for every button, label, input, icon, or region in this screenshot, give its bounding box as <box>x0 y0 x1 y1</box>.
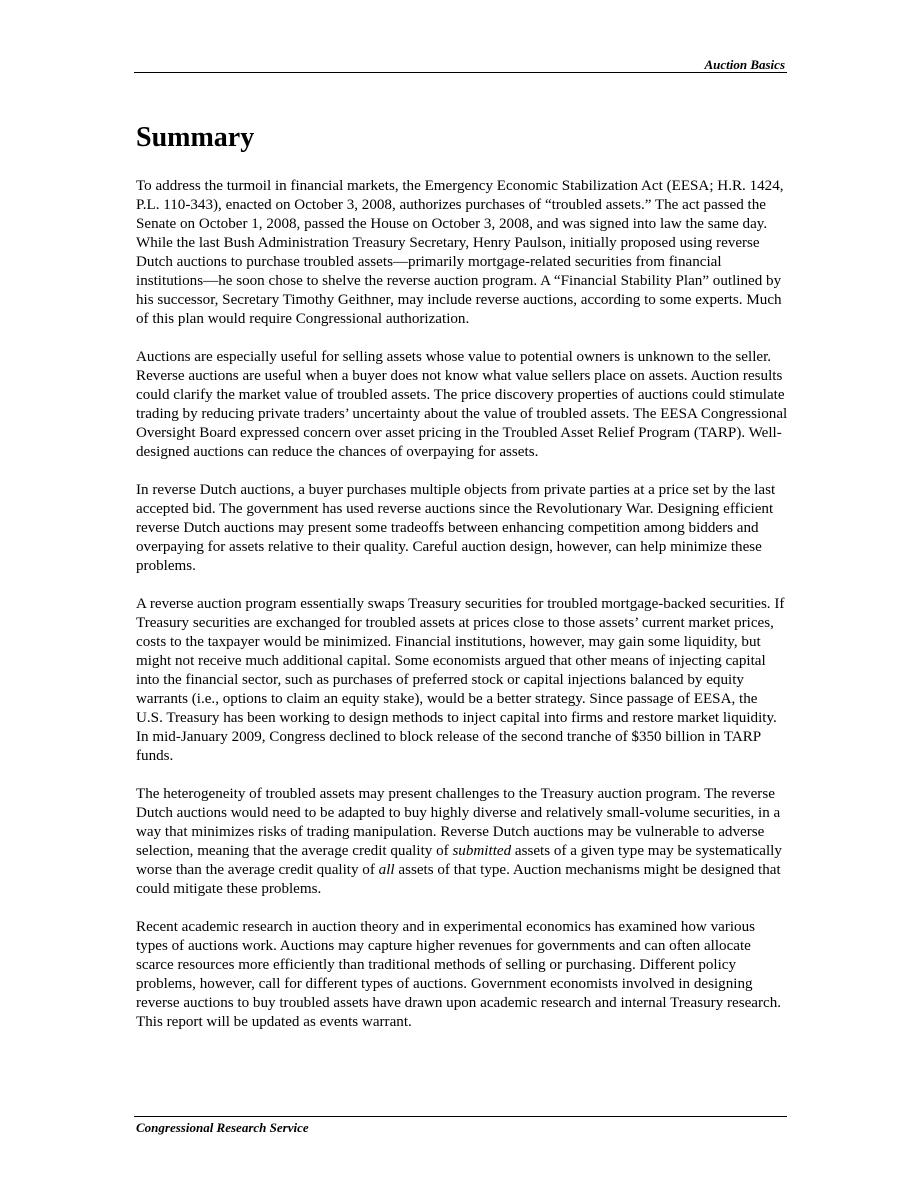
running-footer: Congressional Research Service <box>136 1120 309 1135</box>
text-segment: A reverse auction program essentially swaps Treasury securities for troubled mortgage-backed securities. If Treasury securities are exchanged for troubled assets at prices close to those assets’ current market prices, costs to the taxpayer would be minimized. Financial institutions, however, may gain some liquidity, but might not receive much additional capital. Some economists argued that other means of injecting capital into the financial sector, such as purchases of preferred stock or capital injections balanced by equity warrants (i.e., options to claim an equity stake), would be a better strategy. Since passage of EESA, the U.S. Treasury has been working to design methods to inject capital into firms and restore market liquidity. In mid-January 2009, Congress declined to block release of the second tranche of $350 billion in TARP funds. <box>136 596 785 764</box>
text-segment: To address the turmoil in financial markets, the Emergency Economic Stabilization Act (EESA; H.R. 1424, P.L. 110-343), enacted on October 3, 2008, authorizes purchases of “troubled assets.” The act passed the Senate on October 1, 2008, passed the House on October 3, 2008, and was signed into law the same day. While the last Bush Administration Treasury Secretary, Henry Paulson, initially proposed using reverse Dutch auctions to purchase troubled assets—primarily mortgage-related securities from financial institutions—he soon chose to shelve the reverse auction program. A “Financial Stability Plan” outlined by his successor, Secretary Timothy Geithner, may include reverse auctions, according to some experts. Much of this plan would require Congressional authorization. <box>136 178 784 327</box>
page-title: Summary <box>136 122 255 153</box>
paragraph <box>136 918 788 1032</box>
text-segment: assets of a given type may be systematically worse than the average credit quality of <box>136 843 782 878</box>
text-segment: The heterogeneity of troubled assets may present challenges to the Treasury auction program. The reverse Dutch auctions would need to be adapted to buy highly diverse and relatively small-volume securities, in a way that minimizes risks of trading manipulation. Reverse Dutch auctions may be vulnerable to adverse selection, meaning that the average credit quality of <box>136 786 781 859</box>
running-header: Auction Basics <box>704 57 785 72</box>
summary-body <box>136 177 788 1051</box>
text-segment: In reverse Dutch auctions, a buyer purchases multiple objects from private parties at a price set by the last accepted bid. The government has used reverse auctions since the Revolutionary War. Designing efficient reverse Dutch auctions may present some tradeoffs between enhancing competition among bidders and overpaying for assets relative to their quality. Careful auction design, however, can help minimize these problems. <box>136 482 776 574</box>
text-segment: assets of that type. Auction mechanisms might be designed that could mitigate these problems. <box>136 862 781 897</box>
paragraph <box>136 481 788 576</box>
emphasis-submitted: submitted <box>452 843 512 859</box>
text-segment: Auctions are especially useful for selling assets whose value to potential owners is unknown to the seller. Reverse auctions are useful when a buyer does not know what value sellers place on assets. Auction results could clarify the market value of troubled assets. The price discovery properties of auctions could stimulate trading by reducing private traders’ uncertainty about the value of troubled assets. The EESA Congressional Oversight Board expressed concern over asset pricing in the Troubled Asset Relief Program (TARP). Well-designed auctions can reduce the chances of overpaying for assets. <box>136 349 788 460</box>
paragraph <box>136 785 788 899</box>
paragraph <box>136 177 788 329</box>
paragraph <box>136 348 788 462</box>
paragraph <box>136 595 788 766</box>
emphasis-all: all <box>378 862 395 878</box>
footer-divider <box>134 1116 787 1117</box>
text-segment: Recent academic research in auction theory and in experimental economics has examined how various types of auctions work. Auctions may capture higher revenues for governments and can often allocate scarce resources more efficiently than traditional methods of selling or purchasing. Different policy problems, however, call for different types of auctions. Government economists involved in designing reverse auctions to buy troubled assets have drawn upon academic research and internal Treasury research. This report will be updated as events warrant. <box>136 919 782 1030</box>
header-divider <box>134 72 787 73</box>
